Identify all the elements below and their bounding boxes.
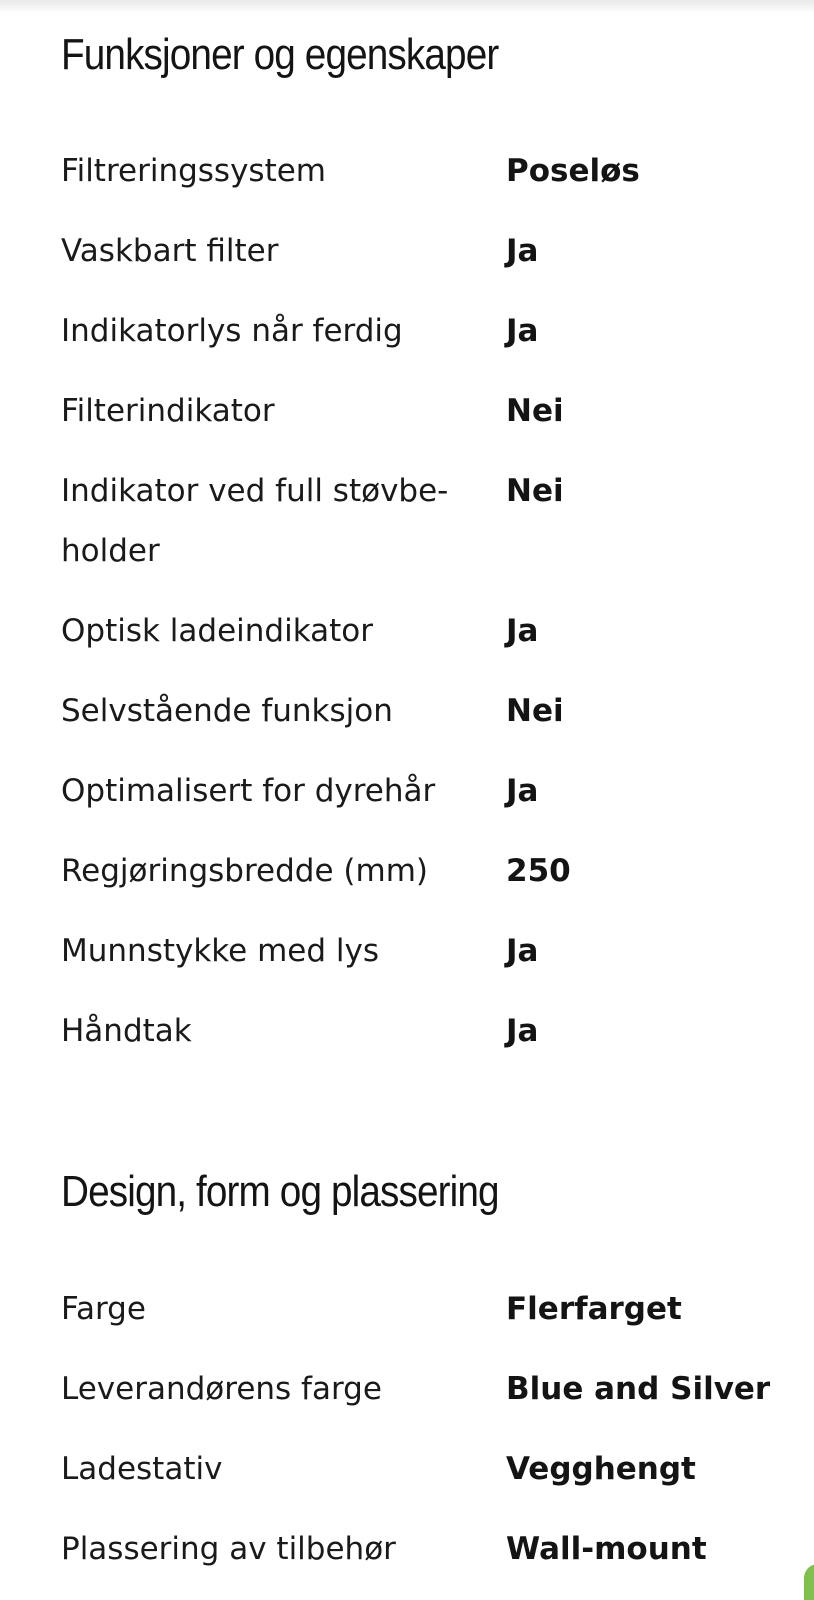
section-title-features: Funksjoner og egenskaper <box>61 30 499 79</box>
spec-row <box>61 1439 801 1499</box>
spec-table-design <box>61 1279 801 1599</box>
spec-row <box>61 1519 801 1579</box>
spec-label: Regjøringsbredde (mm) <box>61 853 428 889</box>
spec-value: Blue and Silver <box>506 1371 771 1407</box>
spec-row <box>61 681 801 741</box>
spec-label: Selvstående funksjon <box>61 693 393 729</box>
header-shadow <box>0 0 814 14</box>
spec-value: Nei <box>506 393 564 429</box>
spec-value: Ja <box>506 313 539 349</box>
spec-label: Indikator ved full støvbe- holder <box>61 473 449 569</box>
spec-row <box>61 841 801 901</box>
spec-row <box>61 301 801 361</box>
spec-label: Optisk ladeindikator <box>61 613 373 649</box>
spec-value: Nei <box>506 473 564 509</box>
spec-value: Ja <box>506 773 539 809</box>
spec-row <box>61 461 801 581</box>
spec-label: Indikatorlys når ferdig <box>61 313 403 349</box>
spec-row <box>61 761 801 821</box>
spec-row <box>61 1279 801 1339</box>
spec-row <box>61 1001 801 1061</box>
spec-label: Filterindikator <box>61 393 275 429</box>
spec-row <box>61 921 801 981</box>
spec-label: Filtreringssystem <box>61 153 326 189</box>
spec-label: Farge <box>61 1291 146 1327</box>
spec-value: Vegghengt <box>506 1451 696 1487</box>
spec-label: Ladestativ <box>61 1451 223 1487</box>
spec-value: Ja <box>506 233 539 269</box>
spec-row <box>61 221 801 281</box>
spec-table-features <box>61 141 801 1081</box>
spec-value: 250 <box>506 853 571 889</box>
spec-value: Nei <box>506 693 564 729</box>
spec-row <box>61 141 801 201</box>
leaf-decoration <box>804 1564 814 1600</box>
spec-value: Ja <box>506 613 539 649</box>
spec-label: Vaskbart filter <box>61 233 279 269</box>
spec-label: Optimalisert for dyrehår <box>61 773 436 809</box>
spec-value: Ja <box>506 933 539 969</box>
spec-value: Ja <box>506 1013 539 1049</box>
spec-label: Munnstykke med lys <box>61 933 379 969</box>
spec-value: Flerfarget <box>506 1291 682 1327</box>
spec-row <box>61 381 801 441</box>
spec-label: Håndtak <box>61 1013 192 1049</box>
spec-value: Wall-mount <box>506 1531 707 1567</box>
spec-label: Plassering av tilbehør <box>61 1531 396 1567</box>
spec-value: Poseløs <box>506 153 640 189</box>
spec-label: Leverandørens farge <box>61 1371 382 1407</box>
section-title-design: Design, form og plassering <box>61 1167 499 1216</box>
spec-row <box>61 601 801 661</box>
spec-row <box>61 1359 801 1419</box>
